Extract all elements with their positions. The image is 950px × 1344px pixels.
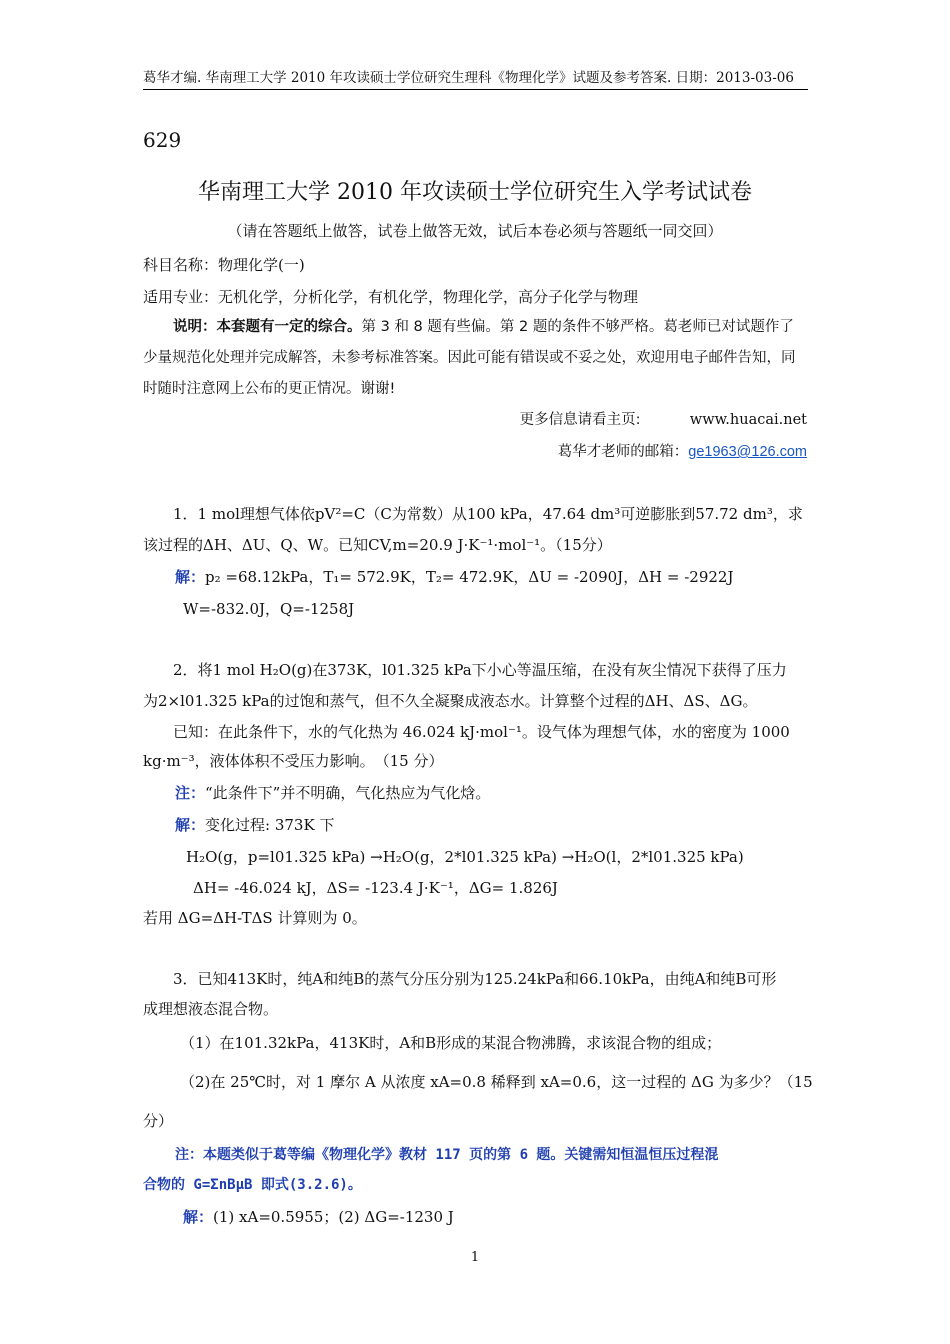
q2-note-text: “此条件下”并不明确，气化热应为气化焓。 xyxy=(205,784,491,802)
homepage-label: 更多信息请看主页: xyxy=(519,412,641,428)
q1-answer-line1 xyxy=(175,562,839,593)
q3-note-label: 注： xyxy=(175,1147,203,1163)
exam-subtitle: （请在答题纸上做答，试卷上做答无效，试后本卷必须与答题纸一同交回） xyxy=(227,222,723,240)
email-label: 葛华才老师的邮箱： xyxy=(557,444,689,460)
q2-line2: 为2×l01.325 kPa的过饱和蒸气，但不久全凝聚成液态水。计算整个过程的ΔH、ΔS、ΔG。 xyxy=(143,692,758,710)
exam-title: 华南理工大学 2010 年攻读硕士学位研究生入学考试试卷 xyxy=(198,180,752,205)
q2-line4: kg·m⁻³，液体体积不受压力影响。 （15 分） xyxy=(143,752,444,770)
q2-answer-text1: 变化过程: 373K 下 xyxy=(205,816,335,834)
email-link[interactable]: ge1963@126.com xyxy=(688,444,807,460)
q3-answer xyxy=(183,1202,847,1233)
homepage-line xyxy=(520,408,807,429)
q1-line1: 1．1 mol理想气体依pV²=C（C为常数）从100 kPa，47.64 dm³可逆膨胀到57.72 dm³，求 xyxy=(173,505,803,523)
q3-line3: （1）在101.32kPa，413K时，A和B形成的某混合物沸腾，求该混合物的组成； xyxy=(180,1034,722,1052)
page-number: 1 xyxy=(470,1250,480,1265)
q3-note-line2: 合物的 G=ΣnBμB 即式(3.2.6)。 xyxy=(143,1177,362,1193)
email-line xyxy=(558,440,807,461)
q2-answer-label: 解： xyxy=(175,816,206,834)
q2-answer-line2: H₂O(g，p=l01.325 kPa) →H₂O(g，2*l01.325 kPa) →H₂O(l，2*l01.325 kPa) xyxy=(186,848,744,866)
q1-answer-line2: W=-832.0J，Q=-1258J xyxy=(183,600,355,618)
q1-answer-label: 解： xyxy=(175,568,206,586)
q3-line4: （2)在 25℃时，对 1 摩尔 A 从浓度 xA=0.8 稀释到 xA=0.6，这一过程的 ΔG 为多少？（15 xyxy=(180,1073,813,1091)
q1-answer-text1: p₂ =68.12kPa，T₁= 572.9K，T₂= 472.9K，ΔU = -2090J，ΔH = -2922J xyxy=(205,568,734,586)
q3-answer-label: 解： xyxy=(183,1208,214,1226)
q2-answer-line4: 若用 ΔG=ΔH-TΔS 计算则为 0。 xyxy=(143,909,367,927)
homepage-link[interactable]: www.huacai.net xyxy=(689,412,807,428)
header-rule xyxy=(143,89,808,90)
q3-line5: 分） xyxy=(143,1112,174,1130)
q2-line3: 已知：在此条件下，水的气化热为 46.024 kJ·mol⁻¹。设气体为理想气体，水的密度为 1000 xyxy=(173,723,790,741)
note-paragraph xyxy=(143,312,807,405)
running-header: 葛华才编. 华南理工大学 2010 年攻读硕士学位研究生理科《物理化学》试题及参考答案. 日期：2013-03-06 xyxy=(143,70,794,86)
q2-line1: 2．将1 mol H₂O(g)在373K，l01.325 kPa下小心等温压缩，在没有灰尘情况下获得了压力 xyxy=(173,661,787,679)
q3-answer-text: (1) xA=0.5955；(2) ΔG=-1230 J xyxy=(213,1208,454,1226)
q2-answer-line3: ΔH= -46.024 kJ，ΔS= -123.4 J·K⁻¹，ΔG= 1.826J xyxy=(193,879,558,897)
q3-note-text1: 本题类似于葛等编《物理化学》教材 117 页的第 6 题。关键需知恒温恒压过程混 xyxy=(203,1147,719,1163)
q1-line2: 该过程的ΔH、ΔU、Q、W。已知CV,m=20.9 J·K⁻¹·mol⁻¹。（15分） xyxy=(143,536,612,554)
note-label: 说明：本套题有一定的综合。 xyxy=(173,319,362,335)
subject-line: 科目名称：物理化学(一) xyxy=(143,256,305,274)
q3-line1: 3．已知413K时，纯A和纯B的蒸气分压分别为125.24kPa和66.10kPa，由纯A和纯B可形 xyxy=(173,970,777,988)
note-text: 第 3 和 8 题有些偏。第 2 题的条件不够严格。葛老师已对试题作了少量规范化处理并完成解答，未参考标准答案。因此可能有错误或不妥之处，欢迎用电子邮件告知，同时随时注意网上公布的更正情况。谢谢! xyxy=(143,319,796,397)
q3-line2: 成理想液态混合物。 xyxy=(143,1000,279,1018)
exam-code: 629 xyxy=(143,128,182,152)
q2-note-label: 注： xyxy=(175,784,206,802)
q3-note-line1 xyxy=(175,1140,839,1171)
q2-note xyxy=(175,778,839,809)
majors-line: 适用专业：无机化学，分析化学，有机化学，物理化学，高分子化学与物理 xyxy=(143,288,639,306)
q2-answer-line1 xyxy=(175,810,839,841)
